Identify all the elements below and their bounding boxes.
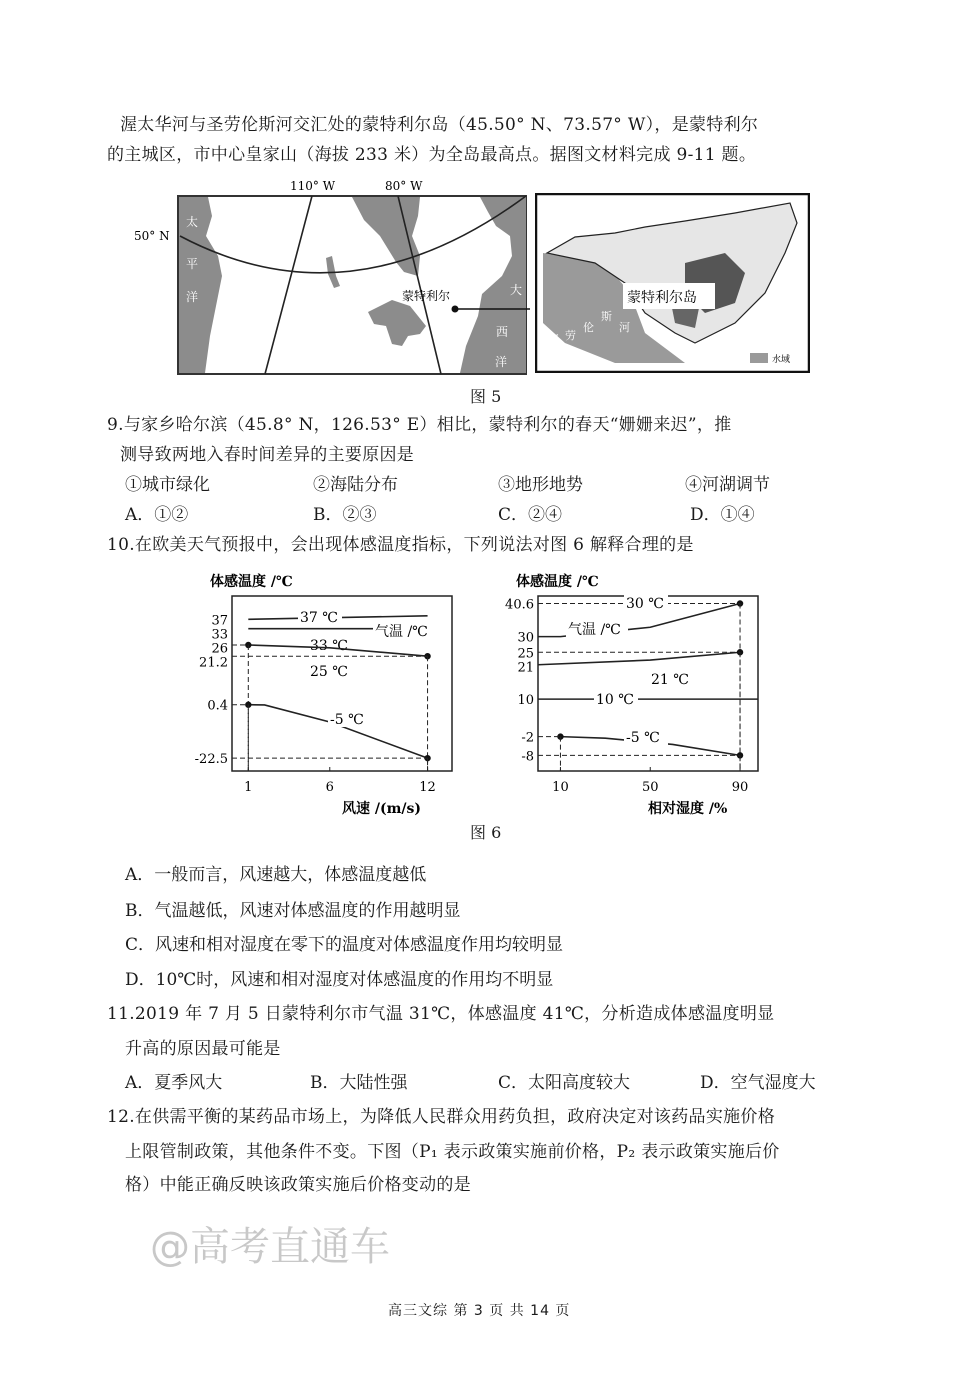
intro-line-1: 渥太华河与圣劳伦斯河交汇处的蒙特利尔岛（45.50° N、73.57° W），是蒙特利尔 bbox=[120, 115, 759, 135]
q9-option-b: B．②③ bbox=[313, 505, 377, 525]
series-line bbox=[538, 652, 740, 665]
y-tick-label: -22.5 bbox=[194, 752, 228, 768]
series-label: 21 ℃ bbox=[651, 672, 689, 688]
q9-option-a: A．①② bbox=[125, 505, 189, 525]
label-montreal-island: 蒙特利尔岛 bbox=[627, 290, 697, 306]
q10-option-d: D．10℃时，风速和相对湿度对体感温度的作用均不明显 bbox=[125, 970, 554, 990]
y-tick-label: 0.4 bbox=[207, 698, 228, 714]
y-tick-label: 25 bbox=[517, 646, 534, 662]
legend-water-swatch bbox=[750, 353, 768, 363]
q12-stem-1: 12.在供需平衡的某药品市场上，为降低人民群众用药负担，政府决定对该药品实施价格 bbox=[107, 1107, 776, 1127]
y-tick-label: -2 bbox=[521, 730, 534, 746]
river-char-1: 圣 bbox=[549, 333, 560, 346]
y-axis-label: 体感温度 /℃ bbox=[210, 574, 293, 590]
label-montreal: 蒙特利尔 bbox=[402, 289, 451, 303]
series-label: 33 ℃ bbox=[310, 638, 348, 654]
x-tick-label: 90 bbox=[731, 780, 749, 795]
river-char-4: 斯 bbox=[601, 310, 612, 323]
river-char-3: 伦 bbox=[583, 321, 594, 334]
figure5-north-america-map bbox=[130, 176, 530, 386]
q12-stem-2: 上限管制政策，其他条件不变。下图（P₁ 表示政策实施前价格，P₂ 表示政策实施后价 bbox=[125, 1142, 780, 1162]
y-tick-label: 40.6 bbox=[505, 597, 534, 613]
river-char-5: 河 bbox=[619, 321, 630, 334]
label-atlantic-2: 西 bbox=[496, 325, 509, 339]
series-label: 25 ℃ bbox=[310, 664, 348, 680]
q11-option-c: C．太阳高度较大 bbox=[498, 1073, 631, 1093]
q10-stem: 10.在欧美天气预报中，会出现体感温度指标，下列说法对图 6 解释合理的是 bbox=[107, 535, 694, 555]
intro-line-2: 的主城区，市中心皇家山（海拔 233 米）为全岛最高点。据图文材料完成 9-11 题。 bbox=[107, 145, 757, 165]
label-pacific-2: 平 bbox=[186, 257, 199, 271]
legend-water-label: 水域 bbox=[772, 355, 791, 365]
y-tick-label: 37 bbox=[211, 613, 228, 629]
q11-stem-1: 11.2019 年 7 月 5 日蒙特利尔市气温 31℃，体感温度 41℃，分析造成体感温度明显 bbox=[107, 1004, 775, 1024]
q9-item-3: ③地形地势 bbox=[498, 475, 583, 495]
x-tick-label: 12 bbox=[419, 780, 436, 795]
label-atlantic-1: 大 bbox=[510, 283, 523, 297]
figure6-caption: 图 6 bbox=[470, 823, 502, 842]
q12-stem-3: 格）中能正确反映该政策实施后价格变动的是 bbox=[125, 1175, 471, 1195]
q9-stem-2: 测导致两地入春时间差异的主要原因是 bbox=[120, 445, 415, 465]
figure5-caption: 图 5 bbox=[470, 387, 502, 406]
q11-option-d: D．空气湿度大 bbox=[700, 1073, 816, 1093]
legend-title: 气温 /℃ bbox=[375, 624, 428, 640]
q10-option-a: A．一般而言，风速越大，体感温度越低 bbox=[125, 865, 427, 885]
x-tick-label: 6 bbox=[325, 780, 334, 795]
label-atlantic-3: 洋 bbox=[495, 355, 508, 369]
series-label: 30 ℃ bbox=[626, 596, 664, 612]
river-char-2: 劳 bbox=[565, 329, 576, 342]
y-axis-label: 体感温度 /℃ bbox=[516, 574, 599, 590]
series-label: 10 ℃ bbox=[596, 692, 634, 708]
x-axis-label: 风速 /(m/s) bbox=[342, 801, 422, 817]
y-tick-label: 21.2 bbox=[199, 655, 228, 671]
y-tick-label: 26 bbox=[211, 641, 228, 657]
q11-option-b: B．大陆性强 bbox=[310, 1073, 408, 1093]
label-pacific-3: 洋 bbox=[186, 290, 199, 304]
q10-option-b: B．气温越低，风速对体感温度的作用越明显 bbox=[125, 901, 461, 921]
figure5-montreal-island-map bbox=[535, 193, 810, 373]
q9-item-2: ②海陆分布 bbox=[313, 475, 398, 495]
label-50n: 50° N bbox=[134, 229, 170, 243]
series-label: 37 ℃ bbox=[300, 610, 338, 626]
label-pacific-1: 太 bbox=[186, 215, 199, 229]
x-tick-label: 10 bbox=[552, 780, 569, 795]
x-axis-label: 相对湿度 /% bbox=[648, 801, 728, 817]
chart-wind-speed bbox=[170, 566, 470, 821]
y-tick-label: 33 bbox=[211, 627, 228, 643]
x-tick-label: 1 bbox=[244, 780, 253, 795]
watermark: @高考直通车 bbox=[150, 1224, 390, 1270]
label-80w: 80° W bbox=[385, 179, 423, 193]
y-tick-label: 10 bbox=[517, 693, 534, 709]
y-tick-label: 21 bbox=[517, 660, 534, 676]
q9-stem-1: 9.与家乡哈尔滨（45.8° N，126.53° E）相比，蒙特利尔的春天“姗姗来迟”，推 bbox=[107, 415, 732, 435]
q9-item-4: ④河湖调节 bbox=[685, 475, 770, 495]
q9-option-d: D．①④ bbox=[690, 505, 755, 525]
q11-stem-2: 升高的原因最可能是 bbox=[125, 1039, 281, 1059]
page-footer: 高三文综 第 3 页 共 14 页 bbox=[388, 1303, 571, 1319]
series-label: -5 ℃ bbox=[330, 712, 364, 728]
y-tick-label: -8 bbox=[521, 749, 534, 765]
y-tick-label: 30 bbox=[517, 630, 534, 646]
q10-option-c: C．风速和相对湿度在零下的温度对体感温度作用均较明显 bbox=[125, 935, 564, 955]
chart-relative-humidity bbox=[476, 566, 776, 821]
q9-item-1: ①城市绿化 bbox=[125, 475, 210, 495]
x-tick-label: 50 bbox=[641, 780, 659, 795]
q11-option-a: A．夏季风大 bbox=[125, 1073, 223, 1093]
label-110w: 110° W bbox=[290, 179, 336, 193]
legend-title: 气温 /℃ bbox=[568, 622, 621, 638]
series-label: -5 ℃ bbox=[626, 730, 660, 746]
q9-option-c: C．②④ bbox=[498, 505, 563, 525]
